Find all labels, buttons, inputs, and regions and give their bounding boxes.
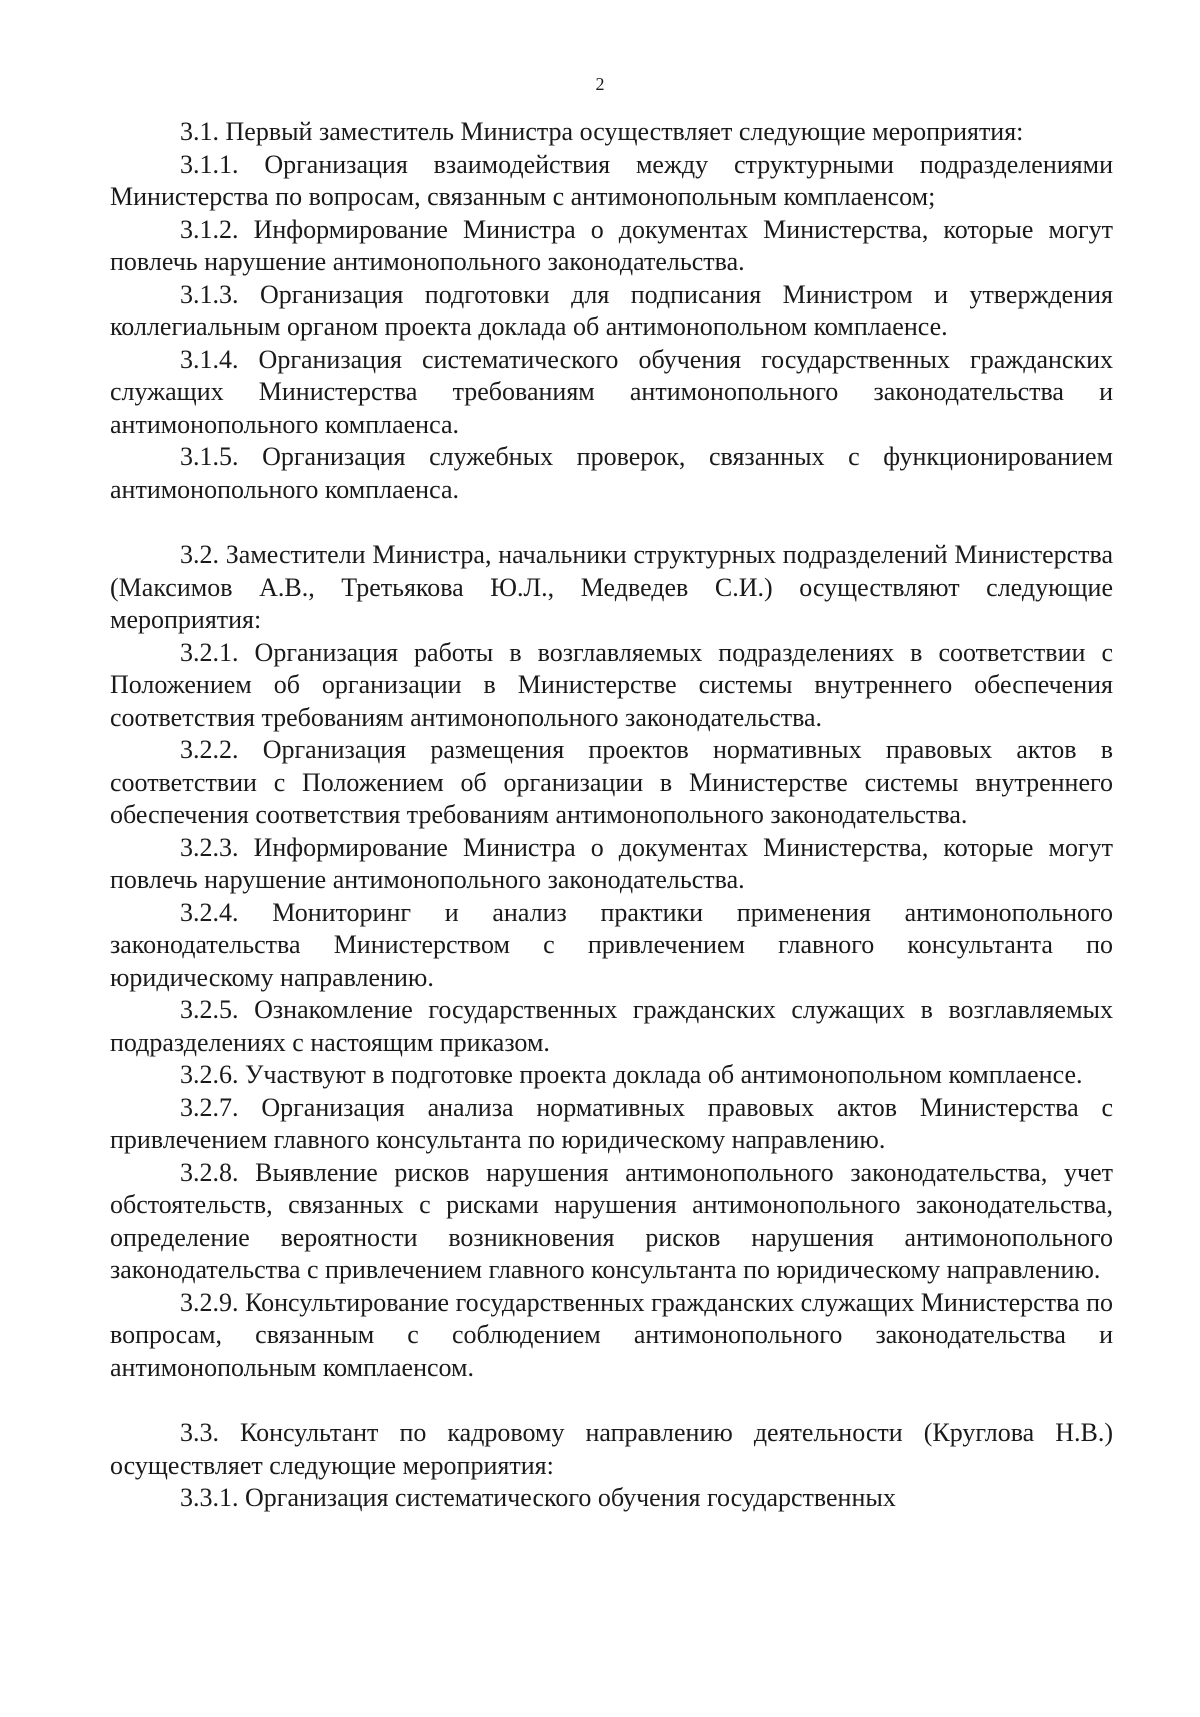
- paragraph-3-2-7: 3.2.7. Организация анализа нормативных правовых актов Министерства с привлечением главного консультанта по юридическому направлению.: [110, 1092, 1113, 1154]
- paragraph-3-2-6: 3.2.6. Участвуют в подготовке проекта доклада об антимонопольном комплаенсе.: [180, 1060, 1083, 1089]
- section-spacer: [110, 1384, 1113, 1417]
- paragraph-3-2-3: 3.2.3. Информирование Министра о документах Министерства, которые могут повлечь нарушение антимонопольного законодательства.: [110, 832, 1113, 894]
- page-number: 2: [595, 74, 605, 94]
- paragraph-3-2-2: 3.2.2. Организация размещения проектов нормативных правовых актов в соответствии с Положением об организации в Министерстве системы внутреннего обеспечения соответствия требованиям антимонопольного законодательства.: [110, 735, 1113, 829]
- paragraph-3-3-1: 3.3.1. Организация систематического обучения государственных: [180, 1483, 896, 1512]
- paragraph-3-1: 3.1. Первый заместитель Министра осуществляет следующие мероприятия:: [180, 117, 1024, 146]
- paragraph-3-2-5: 3.2.5. Ознакомление государственных гражданских служащих в возглавляемых подразделениях с настоящим приказом.: [110, 995, 1113, 1057]
- paragraph-3-2-8: 3.2.8. Выявление рисков нарушения антимонопольного законодательства, учет обстоятельств, связанных с рисками нарушения антимонопольного законодательства, определение вероятности возникновения рисков нарушения антимонопольного законодательства с привлечением главного консультанта по юридическому направлению.: [110, 1157, 1113, 1284]
- document-body: [110, 116, 1113, 1515]
- paragraph-3-1-3: 3.1.3. Организация подготовки для подписания Министром и утверждения коллегиальным органом проекта доклада об антимонопольном комплаенсе.: [110, 279, 1113, 341]
- paragraph-3-1-2: 3.1.2. Информирование Министра о документах Министерства, которые могут повлечь нарушение антимонопольного законодательства.: [110, 214, 1113, 276]
- paragraph-3-2: 3.2. Заместители Министра, начальники структурных подразделений Министерства (Максимов А.В., Третьякова Ю.Л., Медведев С.И.) осуществляют следующие мероприятия:: [110, 540, 1113, 634]
- paragraph-3-1-1: 3.1.1. Организация взаимодействия между структурными подразделениями Министерства по вопросам, связанным с антимонопольным комплаенсом;: [110, 149, 1113, 211]
- paragraph-3-2-1: 3.2.1. Организация работы в возглавляемых подразделениях в соответствии с Положением об организации в Министерстве системы внутреннего обеспечения соответствия требованиям антимонопольного законодательства.: [110, 637, 1113, 732]
- section-spacer: [110, 506, 1113, 539]
- paragraph-3-1-4: 3.1.4. Организация систематического обучения государственных гражданских служащих Министерства требованиям антимонопольного законодательства и антимонопольного комплаенса.: [110, 344, 1113, 439]
- paragraph-3-2-4: 3.2.4. Мониторинг и анализ практики применения антимонопольного законодательства Министерством с привлечением главного консультанта по юридическому направлению.: [110, 897, 1113, 992]
- paragraph-3-3: 3.3. Консультант по кадровому направлению деятельности (Круглова Н.В.) осуществляет следующие мероприятия:: [110, 1418, 1113, 1480]
- paragraph-3-2-9: 3.2.9. Консультирование государственных гражданских служащих Министерства по вопросам, связанным с соблюдением антимонопольного законодательства и антимонопольным комплаенсом.: [110, 1287, 1113, 1382]
- paragraph-3-1-5: 3.1.5. Организация служебных проверок, связанных с функционированием антимонопольного комплаенса.: [110, 442, 1113, 504]
